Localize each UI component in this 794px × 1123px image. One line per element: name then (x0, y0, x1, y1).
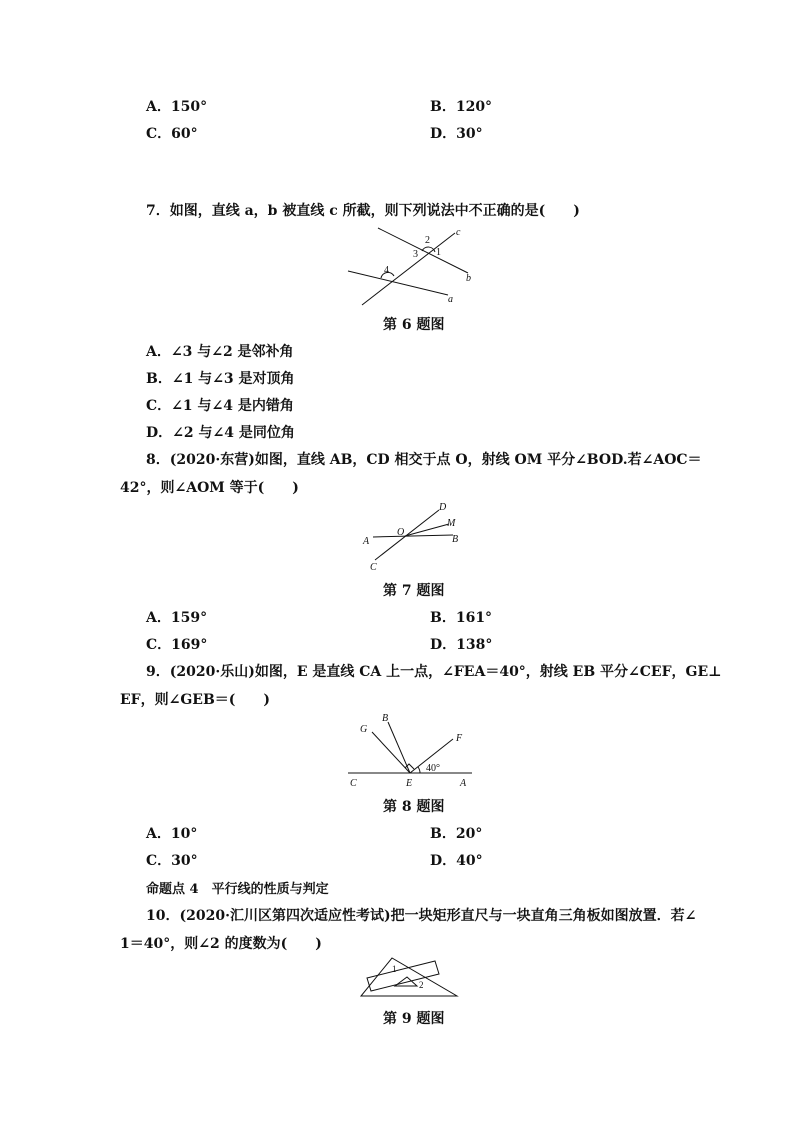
q8-line-ab (373, 535, 453, 537)
q7-option-b: B．∠1 与∠3 是对顶角 (146, 371, 295, 387)
q7-stem: 7．如图，直线 a，b 被直线 c 所截，则下列说法中不正确的是( ) (146, 203, 580, 219)
q7-line-b (378, 228, 468, 273)
q7-label-3: 3 (413, 249, 418, 260)
q7-label-a: a (448, 294, 453, 305)
q9-ray-eg (372, 732, 410, 773)
q9-option-d: D．40° (430, 853, 483, 869)
q7-option-d: D．∠2 与∠4 是同位角 (146, 425, 295, 441)
q7-figure (340, 225, 470, 310)
q9-label-e: E (406, 778, 413, 789)
q9-label-b: B (382, 713, 389, 724)
q8-option-d: D．138° (430, 637, 493, 653)
q6-option-b: B．120° (430, 99, 493, 115)
q8-label-m: M (447, 518, 456, 529)
q9-option-b: B．20° (430, 826, 483, 842)
q8-option-c: C．169° (146, 637, 208, 653)
q7-label-2: 2 (425, 235, 430, 246)
q6-option-d: D．30° (430, 126, 483, 142)
q9-caption: 第 8 题图 (383, 799, 445, 815)
q9-option-c: C．30° (146, 853, 198, 869)
q7-label-1: 1 (436, 247, 441, 258)
q8-stem-line2: 42°，则∠AOM 等于( ) (120, 480, 299, 496)
q9-angle-arc (418, 767, 420, 773)
q10-stem-line2: 1＝40°，则∠2 的度数为( ) (120, 936, 322, 952)
q10-figure (355, 953, 465, 1003)
q8-ray-om (405, 524, 449, 536)
q9-label-a: A (460, 778, 467, 789)
q7-label-c: c (456, 227, 461, 238)
q6-option-a: A．150° (146, 99, 208, 115)
q9-ray-eb (388, 722, 410, 773)
section-heading: 命题点 4 平行线的性质与判定 (146, 882, 329, 897)
q9-option-a: A．10° (146, 826, 198, 842)
q9-label-f: F (456, 733, 463, 744)
q8-label-b: B (452, 534, 459, 545)
q7-option-c: C．∠1 与∠4 是内错角 (146, 398, 294, 414)
q10-stem-line1: 10．(2020·汇川区第四次适应性考试)把一块矩形直尺与一块直角三角板如图放置．若∠ (146, 908, 697, 924)
q9-label-c: C (350, 778, 357, 789)
q7-line-a (348, 271, 448, 295)
q9-label-g: G (360, 724, 368, 735)
q9-figure (340, 710, 480, 792)
q8-label-d: D (439, 502, 447, 513)
q8-label-o: O (397, 527, 405, 538)
q8-label-a: A (363, 536, 370, 547)
q7-label-b: b (466, 273, 471, 284)
q9-stem-line1: 9．(2020·乐山)如图，E 是直线 CA 上一点，∠FEA＝40°，射线 EB 平分∠CEF，GE⊥ (146, 664, 722, 680)
q9-label-angle: 40° (426, 763, 440, 774)
q8-caption: 第 7 题图 (383, 583, 445, 599)
q7-caption: 第 6 题图 (383, 317, 445, 333)
q7-option-a: A．∠3 与∠2 是邻补角 (146, 344, 294, 360)
q10-label-1: 1 (392, 964, 397, 974)
q7-label-4: 4 (384, 265, 389, 276)
q9-stem-line2: EF，则∠GEB＝( ) (120, 692, 271, 708)
q6-option-c: C．60° (146, 126, 198, 142)
q8-figure (355, 498, 475, 576)
q10-caption: 第 9 题图 (383, 1011, 445, 1027)
q8-option-a: A．159° (146, 610, 208, 626)
q8-stem-line1: 8．(2020·东营)如图，直线 AB，CD 相交于点 O，射线 OM 平分∠BOD.若∠AOC＝ (146, 452, 702, 468)
q8-option-b: B．161° (430, 610, 493, 626)
q8-label-c: C (370, 562, 377, 573)
q10-label-2: 2 (419, 980, 424, 990)
